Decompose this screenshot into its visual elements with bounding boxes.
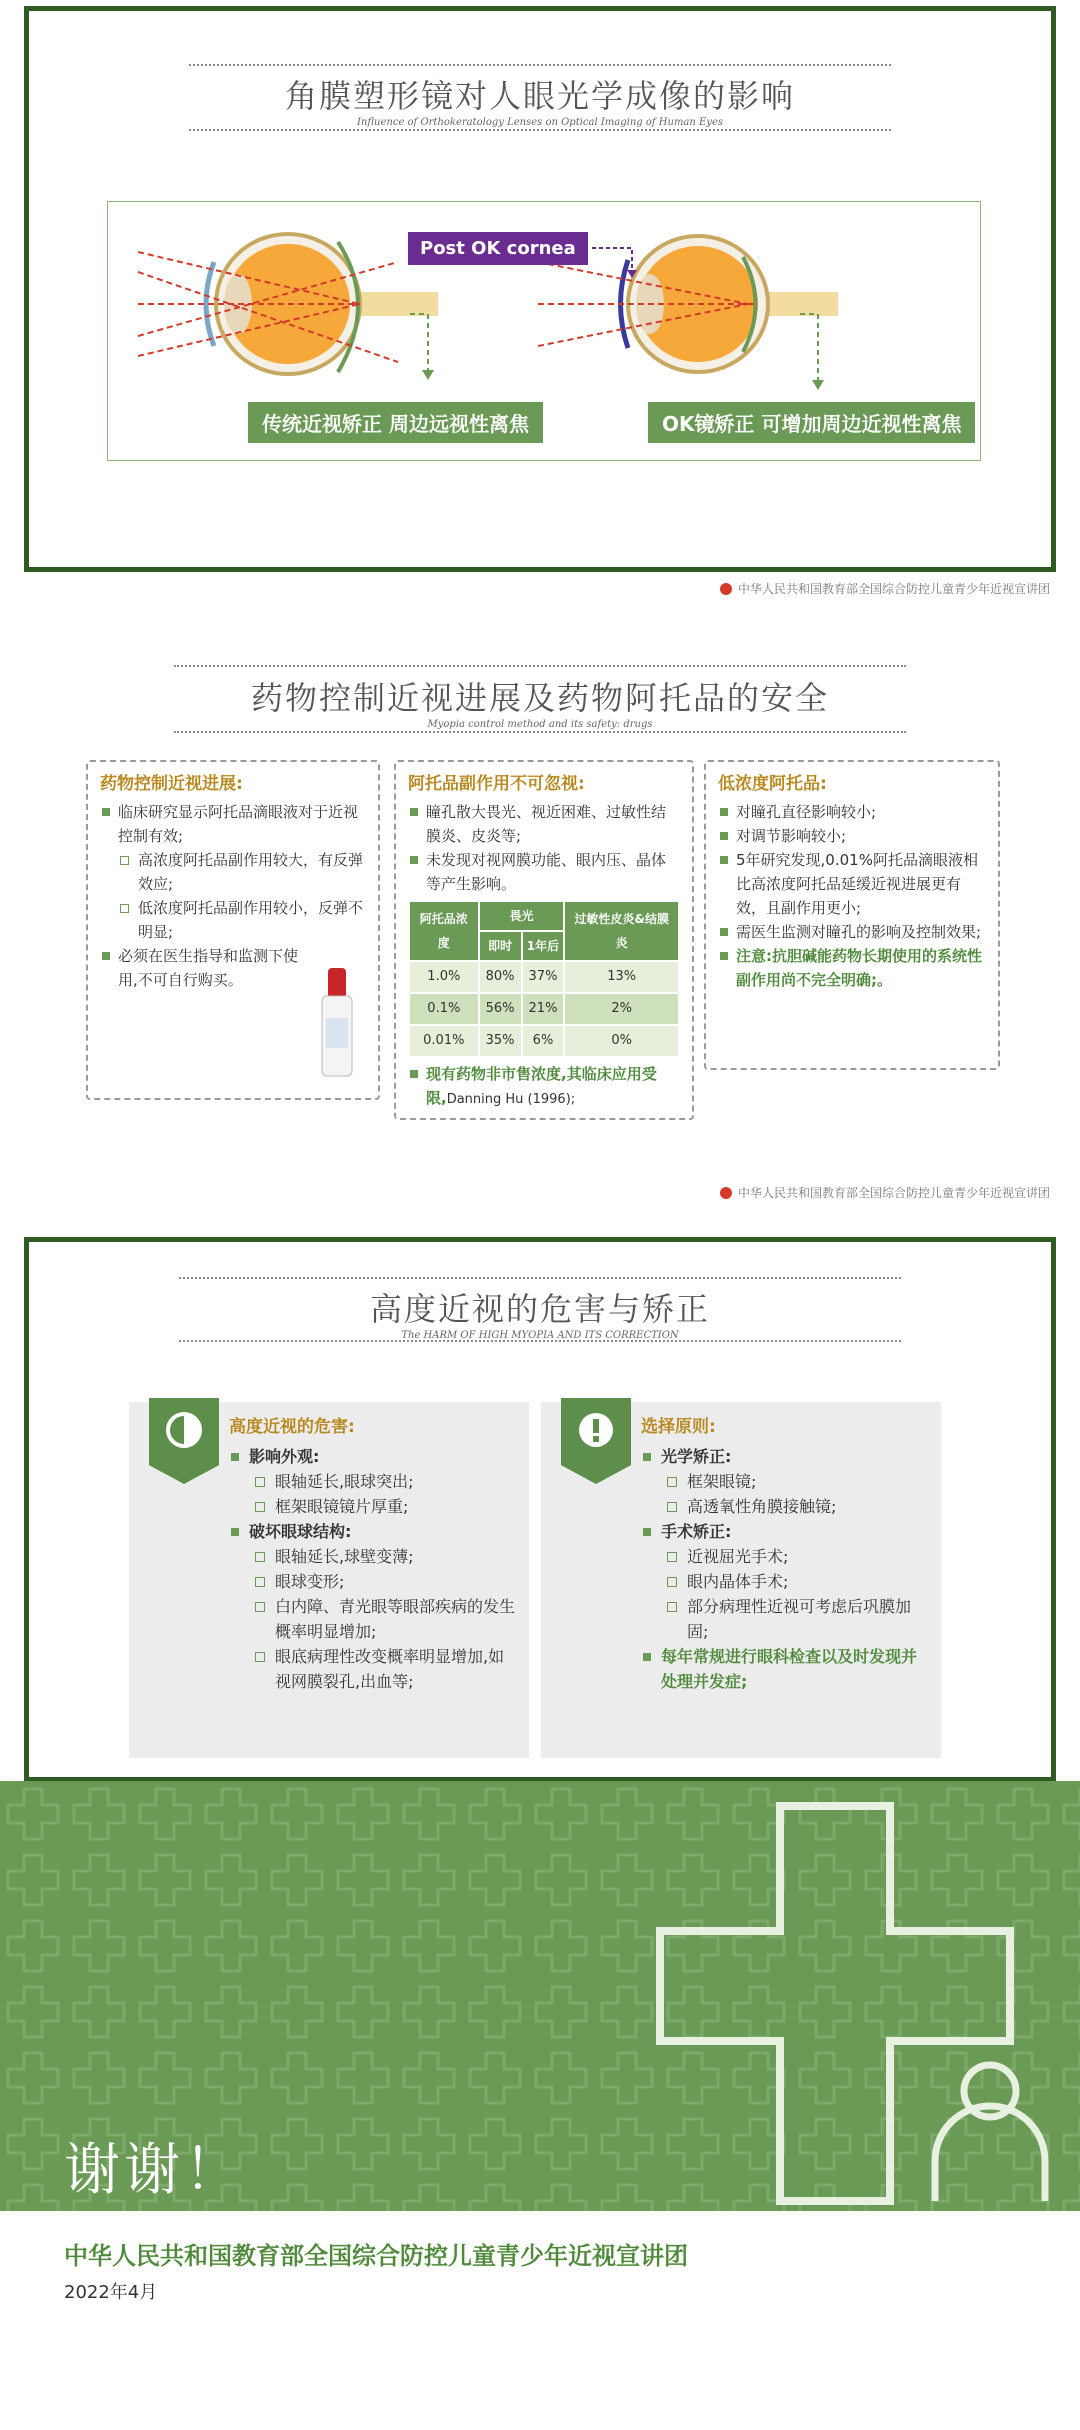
panel-harm (129, 1402, 529, 1758)
panel-harm-title: 高度近视的危害: (229, 1417, 355, 1437)
ending-banner (0, 1781, 1080, 2211)
th-photophobia: 畏光 (480, 902, 564, 930)
list-item: 对调节影响较小; (718, 824, 986, 848)
list-item-note: 现有药物非市售浓度,其临床应用受限,Danning Hu (1996); (408, 1062, 680, 1112)
list-item: 低浓度阿托品副作用较小，反弹不明显; (100, 896, 366, 944)
post-ok-cornea-label: Post OK cornea (408, 232, 588, 265)
list-item: 临床研究显示阿托品滴眼液对于近视控制有效; (100, 800, 366, 848)
box1-title: 药物控制近视进展: (100, 774, 243, 794)
ending-org: 中华人民共和国教育部全国综合防控儿童青少年近视宣讲团 (64, 2242, 688, 2270)
box-drug-control (86, 760, 380, 1100)
slide-atropine (24, 625, 1056, 1165)
divider-bottom (189, 129, 891, 131)
arrow-left-connector (408, 312, 448, 382)
slide2-subtitle: Myopia control method and its safety: drugs (427, 719, 653, 730)
list-item: 白内障、青光眼等眼部疾病的发生概率明显增加; (229, 1594, 519, 1644)
list-item: 瞳孔散大畏光、视近困难、过敏性结膜炎、皮炎等; (408, 800, 680, 848)
list-item: 光学矫正: (641, 1444, 931, 1469)
emblem-icon (720, 583, 732, 595)
eye-drop-bottle-icon (314, 968, 360, 1078)
table-row: 1.0% 80% 37% 13% (410, 962, 678, 992)
list-item: 眼内晶体手术; (641, 1569, 931, 1594)
list-item: 影响外观: (229, 1444, 519, 1469)
list-item-note: 注意:抗胆碱能药物长期使用的系统性副作用尚不完全明确;。 (718, 944, 986, 992)
slide-high-myopia (24, 1237, 1056, 1782)
slide1-subtitle: Influence of Orthokeratology Lenses on Optical Imaging of Human Eyes (356, 117, 723, 128)
slide3-subtitle: The HARM OF HIGH MYOPIA AND ITS CORRECTION (401, 1330, 679, 1341)
alert-icon (561, 1398, 631, 1484)
list-item: 眼球变形; (229, 1569, 519, 1594)
divider-top (174, 665, 906, 667)
label-ok-correction: OK镜矫正 可增加周边近视性离焦 (648, 402, 975, 443)
list-item: 眼轴延长,球壁变薄; (229, 1544, 519, 1569)
divider-bottom (179, 1340, 901, 1342)
contrast-icon (149, 1398, 219, 1484)
eye-diagram-panel (107, 201, 981, 461)
th-immediate: 即时 (480, 932, 521, 960)
list-item: 眼轴延长,眼球突出; (229, 1469, 519, 1494)
box-side-effects (394, 760, 694, 1120)
slide3-title: 高度近视的危害与矫正 (369, 1290, 710, 1328)
divider-top (189, 64, 891, 66)
list-item: 框架眼镜; (641, 1469, 931, 1494)
divider-bottom (174, 731, 906, 733)
eye-left-illustration (138, 222, 438, 392)
correction-list (641, 1444, 931, 1694)
table-row: 0.1% 56% 21% 2% (410, 994, 678, 1024)
list-item: 近视屈光手术; (641, 1544, 931, 1569)
panel-correction (541, 1402, 941, 1758)
list-item: 眼底病理性改变概率明显增加,如视网膜裂孔,出血等; (229, 1644, 519, 1694)
ending-date: 2022年4月 (64, 2282, 158, 2303)
list-item: 需医生监测对瞳孔的影响及控制效果; (718, 920, 986, 944)
th-allergy: 过敏性皮炎&结膜炎 (565, 902, 678, 960)
th-one-year: 1年后 (523, 932, 564, 960)
list-item: 手术矫正: (641, 1519, 931, 1544)
panel-correction-title: 选择原则: (641, 1417, 716, 1437)
box-low-dose (704, 760, 1000, 1070)
arrow-right-connector (798, 312, 838, 392)
footer-1: 中华人民共和国教育部全国综合防控儿童青少年近视宣讲团 (720, 580, 1050, 597)
slide-ortho-k (24, 6, 1056, 572)
emblem-icon (720, 1187, 732, 1199)
slide1-title: 角膜塑形镜对人眼光学成像的影响 (284, 77, 795, 115)
box2-title: 阿托品副作用不可忽视: (408, 774, 585, 794)
table-row: 0.01% 35% 6% 0% (410, 1026, 678, 1056)
list-item: 高浓度阿托品副作用较大，有反弹效应; (100, 848, 366, 896)
list-item-note: 每年常规进行眼科检查以及时发现并处理并发症; (641, 1644, 931, 1694)
list-item: 未发现对视网膜功能、眼内压、晶体等产生影响。 (408, 848, 680, 896)
thanks-text: 谢谢！ (64, 2138, 244, 2203)
th-concentration: 阿托品浓度 (410, 902, 478, 960)
harm-list (229, 1444, 519, 1694)
list-item: 框架眼镜镜片厚重; (229, 1494, 519, 1519)
atropine-table (408, 900, 680, 1058)
list-item: 破坏眼球结构: (229, 1519, 519, 1544)
divider-top (179, 1277, 901, 1279)
arrow-post-ok (592, 240, 652, 280)
label-traditional-correction: 传统近视矫正 周边远视性离焦 (248, 402, 543, 443)
list-item: 高透氧性角膜接触镜; (641, 1494, 931, 1519)
list-item: 对瞳孔直径影响较小; (718, 800, 986, 824)
footer-2: 中华人民共和国教育部全国综合防控儿童青少年近视宣讲团 (720, 1184, 1050, 1201)
list-item: 必须在医生指导和监测下使用,不可自行购买。 (100, 944, 366, 992)
list-item: 5年研究发现,0.01%阿托品滴眼液相比高浓度阿托品延缓近视进展更有效，且副作用更小; (718, 848, 986, 920)
box3-title: 低浓度阿托品: (718, 774, 827, 794)
list-item: 部分病理性近视可考虑后巩膜加固; (641, 1594, 931, 1644)
slide2-title: 药物控制近视进展及药物阿托品的安全 (250, 679, 829, 717)
